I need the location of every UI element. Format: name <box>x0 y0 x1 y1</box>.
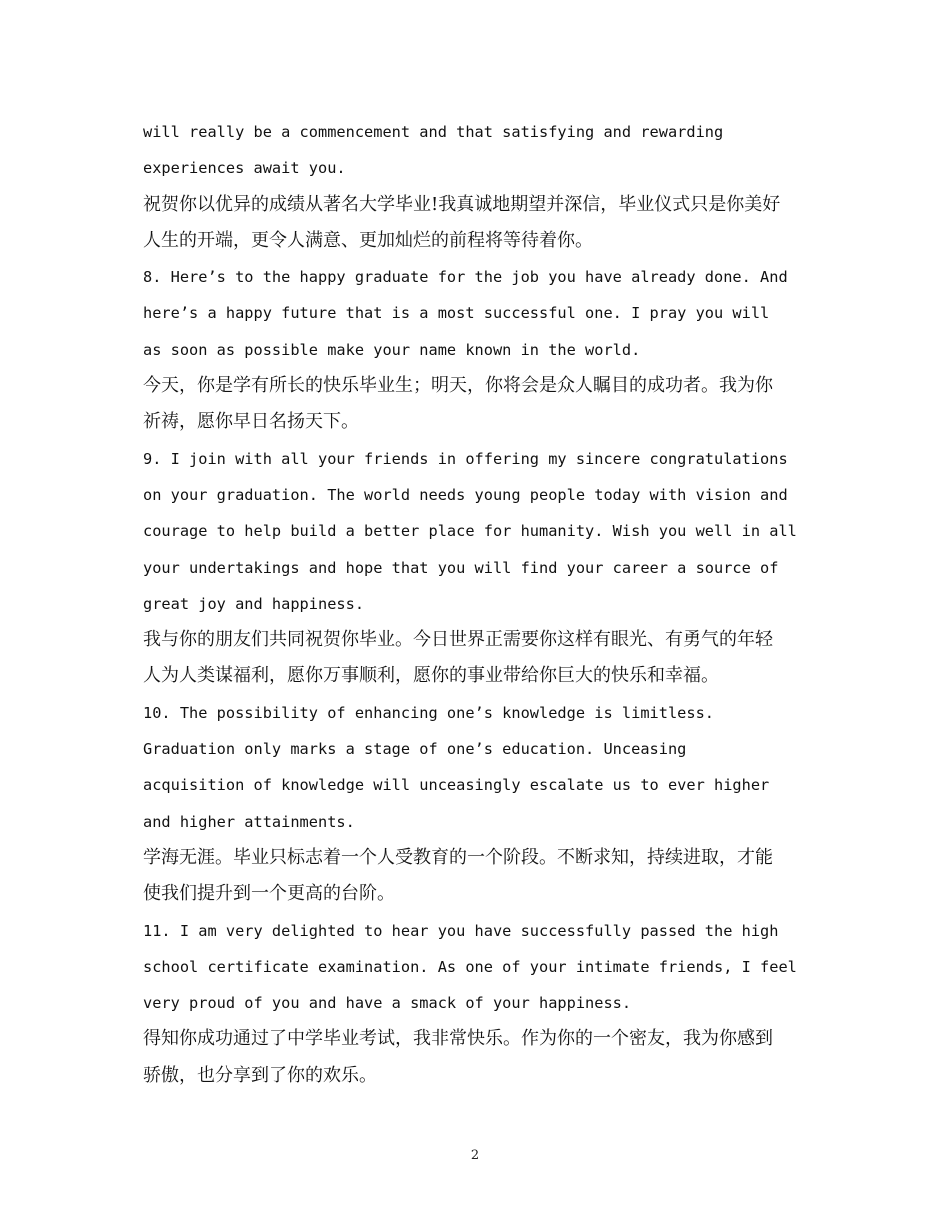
text-line: 祈祷，愿你早日名扬天下。 <box>143 411 359 433</box>
page-number: 2 <box>470 1148 480 1163</box>
text-line: 人为人类谋福利，愿你万事顺利，愿你的事业带给你巨大的快乐和幸福。 <box>143 665 719 687</box>
text-line: and higher attainments. <box>143 812 355 831</box>
text-line: acquisition of knowledge will unceasingly escalate us to ever higher <box>143 776 770 795</box>
text-line: 9. I join with all your friends in offering my sincere congratulations <box>143 449 788 468</box>
text-line: 我与你的朋友们共同祝贺你毕业。今日世界正需要你这样有眼光、有勇气的年轻 <box>143 629 773 651</box>
text-line: 祝贺你以优异的成绩从著名大学毕业!我真诚地期望并深信，毕业仪式只是你美好 <box>143 193 781 215</box>
text-line: very proud of you and have a smack of your happiness. <box>143 994 632 1013</box>
text-line: 人生的开端，更令人满意、更加灿烂的前程将等待着你。 <box>143 229 593 251</box>
text-line: 得知你成功通过了中学毕业考试，我非常快乐。作为你的一个密友，我为你感到 <box>143 1028 773 1050</box>
text-line: as soon as possible make your name known in the world. <box>143 340 641 359</box>
text-line: Graduation only marks a stage of one’s education. Unceasing <box>143 740 687 759</box>
text-line: 11. I am very delighted to hear you have successfully passed the high <box>143 921 779 940</box>
text-line: here’s a happy future that is a most successful one. I pray you will <box>143 304 770 323</box>
text-line: 今天，你是学有所长的快乐毕业生；明天，你将会是众人瞩目的成功者。我为你 <box>143 375 773 397</box>
text-line: great joy and happiness. <box>143 594 365 613</box>
text-line: courage to help build a better place for humanity. Wish you well in all <box>143 522 797 541</box>
text-line: 8. Here’s to the happy graduate for the job you have already done. And <box>143 268 788 287</box>
text-line: 学海无涯。毕业只标志着一个人受教育的一个阶段。不断求知，持续进取，才能 <box>143 846 773 868</box>
text-line: school certificate examination. As one of your intimate friends, I feel <box>143 957 797 976</box>
text-line: 10. The possibility of enhancing one’s knowledge is limitless. <box>143 703 714 722</box>
text-line: will really be a commencement and that satisfying and rewarding <box>143 123 724 141</box>
text-line: 使我们提升到一个更高的台阶。 <box>143 883 395 905</box>
text-line: on your graduation. The world needs young people today with vision and <box>143 485 788 504</box>
text-line: 骄傲，也分享到了你的欢乐。 <box>143 1064 377 1086</box>
text-line: experiences await you. <box>143 159 346 178</box>
document-body <box>143 114 813 1094</box>
text-line: your undertakings and hope that you will find your career a source of <box>143 558 779 577</box>
